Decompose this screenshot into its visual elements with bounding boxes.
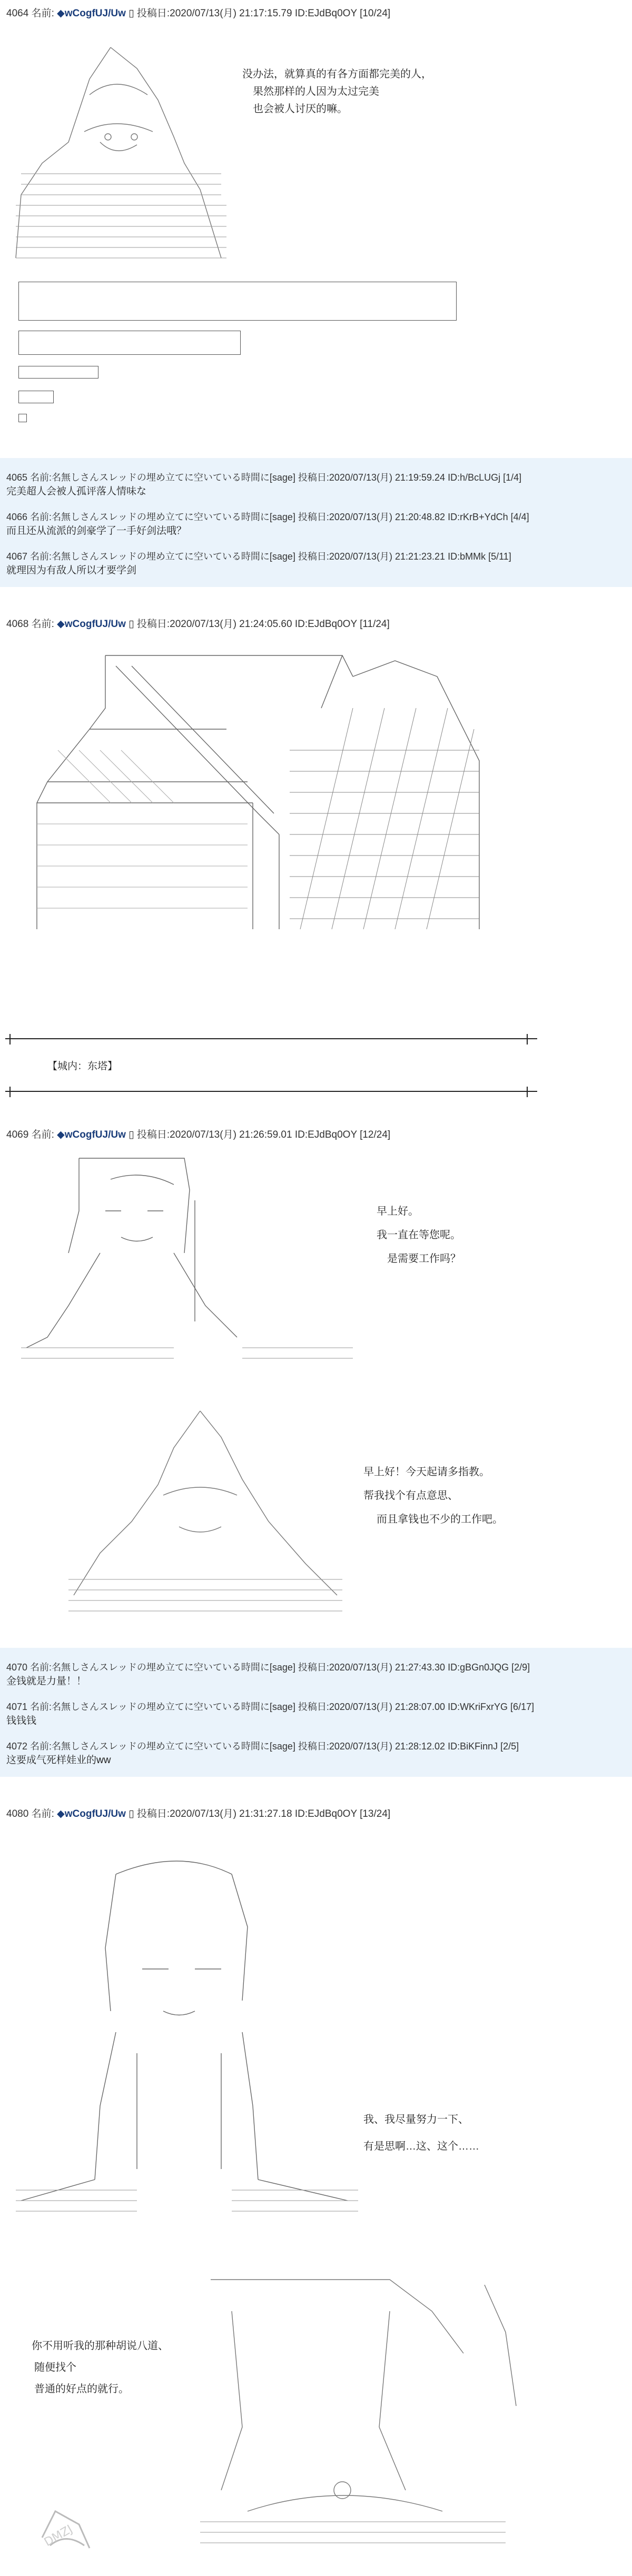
post-id[interactable]: ID:EJdBq0OY [294, 1808, 357, 1819]
name-label: 名前: [31, 1129, 54, 1140]
post-number: 4080 [6, 1808, 29, 1819]
post-number: 4068 [6, 619, 29, 630]
speech-line: 早上好。 [377, 1206, 419, 1217]
post-header-4069 [6, 1127, 390, 1141]
post-count: [13/24] [360, 1808, 391, 1819]
reply-header: 4067 名前:名無しさんスレッドの埋め立てに空いている時間に[sage] 投稿日:2020/07/13(月) 21:21:23.21 ID:bMMk [5/11] [6, 551, 511, 562]
reply-text: 金钱就是力量！！ [6, 1676, 87, 1687]
empty-box-5 [18, 414, 27, 422]
name-label: 名前: [31, 619, 54, 630]
reply-header: 4065 名前:名無しさんスレッドの埋め立てに空いている時間に[sage] 投稿日:2020/07/13(月) 21:19:59.24 ID:h/BcLUGj [1/4] [6, 472, 522, 483]
speech-line: 有是思啊…这、这个…… [363, 2141, 479, 2152]
ascii-art-sitting-figure [169, 2269, 537, 2553]
speech-line: 帮我找个有点意思、 [363, 1490, 458, 1501]
speech-line: 早上好！今天起请多指教。 [363, 1466, 490, 1478]
poster-name[interactable]: ◆wCogfUJ/Uw [57, 619, 126, 630]
speech-block-4080-a [363, 2111, 479, 2155]
name-label: 名前: [31, 1808, 54, 1819]
speech-line: 没办法，就算真的有各方面都完美的人， [242, 68, 432, 80]
mark: ▯ [129, 619, 134, 630]
ascii-art-hooded-figure-1 [11, 37, 232, 263]
reply-header: 4066 名前:名無しさんスレッドの埋め立てに空いている時間に[sage] 投稿日:2020/07/13(月) 21:20:48.82 ID:rKrB+YdCh [4/4] [6, 512, 529, 522]
post-count: [10/24] [360, 8, 391, 19]
speech-block-4069-a [377, 1203, 461, 1268]
speech-line: 是需要工作吗？ [387, 1253, 461, 1265]
ascii-art-girl-character [11, 1843, 369, 2222]
post-id[interactable]: ID:EJdBq0OY [294, 8, 357, 19]
poster-name[interactable]: ◆wCogfUJ/Uw [57, 1808, 126, 1819]
speech-line: 随便找个 [34, 2362, 76, 2373]
name-label: 名前: [31, 8, 54, 19]
post-id[interactable]: ID:EJdBq0OY [294, 1129, 357, 1140]
speech-line: 我一直在等您呢。 [377, 1229, 461, 1241]
post-header-4068 [6, 616, 390, 630]
speech-line: 你不用听我的那种胡说八道、 [32, 2340, 169, 2352]
speech-line: 也会被人讨厌的嘛。 [253, 103, 348, 115]
speech-block-4080-b [32, 2338, 169, 2398]
speech-line: 普通的好点的就行。 [34, 2383, 129, 2395]
speech-line: 而且拿钱也不少的工作吧。 [377, 1514, 503, 1525]
speech-block-4064 [242, 66, 432, 118]
empty-box-1 [18, 282, 457, 321]
post-date: 投稿日:2020/07/13(月) 21:31:27.18 [136, 1808, 292, 1819]
ascii-art-receptionist [16, 1148, 363, 1379]
reply-header: 4072 名前:名無しさんスレッドの埋め立てに空いている時間に[sage] 投稿日:2020/07/13(月) 21:28:12.02 ID:BiKFinnJ [2/5] [6, 1741, 519, 1752]
reply-text: 这要成气死样娃业的ww [6, 1755, 111, 1766]
post-count: [12/24] [360, 1129, 391, 1140]
reply-header: 4071 名前:名無しさんスレッドの埋め立てに空いている時間に[sage] 投稿日:2020/07/13(月) 21:28:07.00 ID:WKriFxrYG [6/17] [6, 1702, 535, 1712]
mark: ▯ [129, 1808, 134, 1819]
poster-name[interactable]: ◆wCogfUJ/Uw [57, 1129, 126, 1140]
svg-text:DMZJ: DMZJ [42, 2522, 75, 2550]
mark: ▯ [129, 1129, 134, 1140]
ascii-art-castle-tower [26, 645, 500, 940]
post-header-4080 [6, 1806, 390, 1820]
reply-text: 而且还从流派的剑豪学了一手好剑法哦？ [6, 525, 187, 536]
empty-box-4 [18, 391, 54, 403]
dmzj-watermark-icon [32, 2495, 100, 2559]
post-header-4064 [6, 5, 390, 19]
speech-block-4069-b [363, 1464, 503, 1528]
post-count: [11/24] [360, 619, 390, 630]
ascii-art-hooded-figure-2 [58, 1406, 353, 1616]
mark: ▯ [129, 8, 134, 19]
reply-text: 就理因为有敌人所以才要学剑 [6, 565, 137, 576]
reply-text: 完美超人会被人孤评落人情味な [6, 486, 147, 497]
divider-bottom [5, 1091, 537, 1092]
reply-text: 钱钱钱 [6, 1715, 37, 1726]
speech-line: 果然那样的人因为太过完美 [253, 86, 379, 97]
place-label: 【城内：东塔】 [47, 1061, 118, 1072]
post-date: 投稿日:2020/07/13(月) 21:17:15.79 [136, 8, 292, 19]
post-number: 4069 [6, 1129, 29, 1140]
reply-header: 4070 名前:名無しさんスレッドの埋め立てに空いている時間に[sage] 投稿日:2020/07/13(月) 21:27:43.30 ID:gBGn0JQG [2/9] [6, 1662, 530, 1673]
poster-name[interactable]: ◆wCogfUJ/Uw [57, 8, 126, 19]
post-date: 投稿日:2020/07/13(月) 21:24:05.60 [136, 619, 292, 630]
post-number: 4064 [6, 8, 29, 19]
divider-top [5, 1038, 537, 1039]
post-date: 投稿日:2020/07/13(月) 21:26:59.01 [136, 1129, 292, 1140]
empty-box-2 [18, 331, 241, 355]
speech-line: 我、我尽量努力一下、 [363, 2114, 469, 2125]
empty-box-3 [18, 366, 98, 379]
post-id[interactable]: ID:EJdBq0OY [294, 619, 357, 630]
